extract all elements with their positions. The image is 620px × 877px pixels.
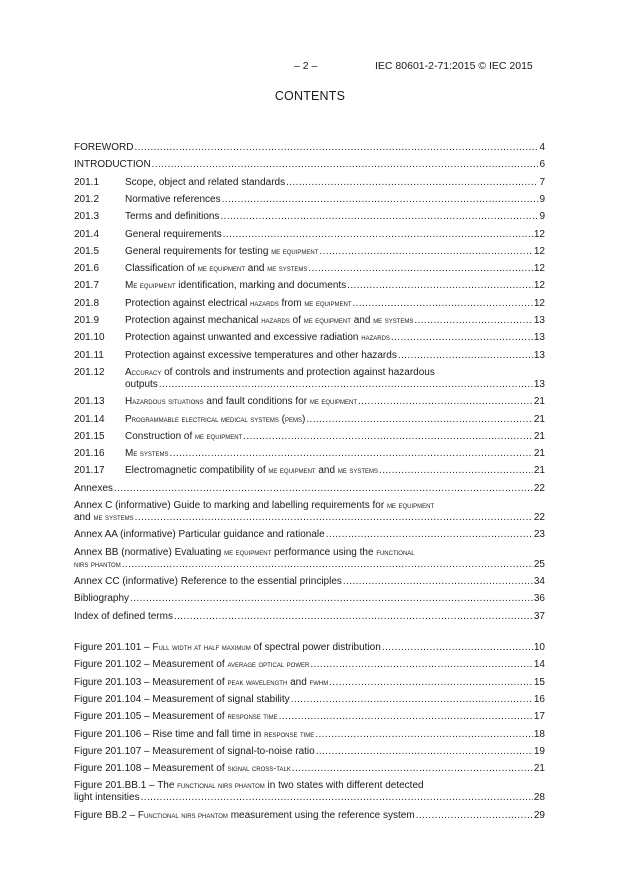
dot-leader xyxy=(329,676,533,689)
entry-title: Accuracy of controls and instruments and protection against hazardous xyxy=(125,366,435,378)
page-ref: 6 xyxy=(539,159,545,171)
toc-entry[interactable] xyxy=(74,528,545,541)
entry-title: Figure 201.105 – Measurement of response time xyxy=(74,711,278,723)
page-ref: 21 xyxy=(533,413,545,425)
toc-entry[interactable] xyxy=(74,395,545,408)
entry-title: Construction of me equipment xyxy=(125,430,243,442)
toc-entry[interactable] xyxy=(74,430,545,443)
page-ref: 13 xyxy=(533,349,545,361)
dot-leader xyxy=(170,447,533,460)
section-number: 201.9 xyxy=(74,315,100,326)
figure-entry[interactable] xyxy=(74,745,545,758)
figure-entry[interactable] xyxy=(74,641,545,654)
page-title: CONTENTS xyxy=(274,89,346,103)
page-ref: 12 xyxy=(533,245,545,257)
section-number: 201.2 xyxy=(74,193,100,205)
figure-entry[interactable] xyxy=(74,658,545,671)
page-ref: 13 xyxy=(533,332,545,344)
entry-title: Electromagnetic compatibility of me equipment and me systems xyxy=(125,465,379,477)
dot-leader xyxy=(135,511,533,524)
dot-leader xyxy=(326,528,533,541)
dot-leader xyxy=(358,395,533,408)
entry-title: outputs xyxy=(125,378,158,390)
toc-entry[interactable] xyxy=(74,558,545,571)
entry-title: Classification of me equipment and me systems xyxy=(125,263,308,275)
dot-leader xyxy=(416,809,533,822)
toc-entry[interactable] xyxy=(74,447,545,460)
entry-title: Annex BB (normative) Evaluating me equipment performance using the functional xyxy=(74,546,415,558)
dot-leader xyxy=(347,279,533,292)
dot-leader xyxy=(319,245,533,258)
entry-title: Protection against mechanical hazards of me equipment and me systems xyxy=(125,315,414,326)
page-ref: 12 xyxy=(533,228,545,240)
page-ref: 21 xyxy=(533,396,545,408)
section-number: 201.15 xyxy=(74,430,105,442)
toc-entry[interactable] xyxy=(74,378,545,391)
entry-title: Figure BB.2 – Functional nirs phantom measurement using the reference system xyxy=(74,809,415,821)
figure-entry[interactable] xyxy=(74,710,545,723)
toc-entry[interactable] xyxy=(74,464,545,477)
entry-title: FOREWORD xyxy=(74,142,134,153)
entry-title: Figure 201.106 – Rise time and fall time in response time xyxy=(74,728,315,740)
dot-leader xyxy=(134,141,538,154)
entry-title: Programmable electrical medical systems (pems) xyxy=(125,413,306,425)
page-ref: 25 xyxy=(533,558,545,570)
page-ref: 21 xyxy=(533,465,545,477)
page-ref: 10 xyxy=(533,642,545,653)
dot-leader xyxy=(286,176,538,189)
toc-entry[interactable] xyxy=(74,279,545,292)
toc-entry[interactable] xyxy=(74,210,545,223)
toc-entry[interactable] xyxy=(74,228,545,241)
dot-leader xyxy=(343,575,533,588)
entry-title: General requirements for testing me equipment xyxy=(125,245,319,257)
page-ref: 12 xyxy=(533,280,545,292)
toc-entry[interactable] xyxy=(74,511,545,524)
toc-entry[interactable] xyxy=(74,245,545,258)
page-ref: 16 xyxy=(533,693,545,705)
entry-title: Figure 201.BB.1 – The functional nirs phantom in two states with different detected xyxy=(74,780,424,792)
entry-title: General requirements xyxy=(125,228,222,240)
section-number: 201.5 xyxy=(74,245,100,257)
dot-leader xyxy=(379,464,533,477)
dot-leader xyxy=(221,210,539,223)
dot-leader xyxy=(315,728,533,741)
section-number: 201.12 xyxy=(74,366,105,378)
dot-leader xyxy=(382,641,533,654)
page-ref: 17 xyxy=(533,711,545,723)
dot-leader xyxy=(316,745,533,758)
section-number: 201.17 xyxy=(74,465,105,477)
dot-leader xyxy=(159,378,533,391)
entry-title: Index of defined terms xyxy=(74,610,173,622)
dot-leader xyxy=(306,413,533,426)
dot-leader xyxy=(243,430,533,443)
dot-leader xyxy=(223,228,533,241)
dot-leader xyxy=(141,791,533,804)
section-number: 201.4 xyxy=(74,228,100,240)
entry-title: and me systems xyxy=(74,512,134,523)
entry-title: nirs phantom xyxy=(74,558,121,569)
page-ref: 12 xyxy=(533,263,545,275)
section-number: 201.16 xyxy=(74,448,105,460)
entry-title: Figure 201.108 – Measurement of signal cross-talk xyxy=(74,763,291,775)
figure-entry[interactable] xyxy=(74,809,545,822)
page-ref: 13 xyxy=(533,378,545,390)
page-ref: 4 xyxy=(539,142,545,153)
entry-title: Figure 201.101 – Full width at half maximum of spectral power distribution xyxy=(74,642,381,653)
toc-entry[interactable] xyxy=(74,314,545,327)
page-ref: 12 xyxy=(533,297,545,309)
dot-leader xyxy=(114,482,533,495)
entry-title: Protection against excessive temperatures and other hazards xyxy=(125,349,397,361)
entry-title: Hazardous situations and fault conditions for me equipment xyxy=(125,396,357,408)
entry-title: Scope, object and related standards xyxy=(125,176,286,188)
toc-entry[interactable] xyxy=(74,575,545,588)
dot-leader xyxy=(130,592,533,605)
dot-leader xyxy=(352,297,532,310)
page-ref: 9 xyxy=(539,211,545,223)
entry-title: Figure 201.102 – Measurement of average optical power xyxy=(74,659,310,671)
entry-title: Figure 201.104 – Measurement of signal stability xyxy=(74,693,290,705)
section-number: 201.7 xyxy=(74,280,100,292)
toc-entry[interactable] xyxy=(74,482,545,495)
figure-entry[interactable] xyxy=(74,762,545,775)
entry-title: Figure 201.103 – Measurement of peak wavelength and fwhm xyxy=(74,676,329,688)
entry-title: Annex C (informative) Guide to marking and labelling requirements for me equipment xyxy=(74,500,435,511)
entry-title: Me systems xyxy=(125,448,169,460)
toc-entry[interactable] xyxy=(74,193,545,206)
toc-entry[interactable] xyxy=(74,413,545,426)
page-ref: 15 xyxy=(533,676,545,688)
section-number: 201.3 xyxy=(74,211,100,223)
dot-leader xyxy=(122,558,533,571)
dot-leader xyxy=(308,262,532,275)
dot-leader xyxy=(222,193,539,206)
standard-reference: IEC 80601-2-71:2015 © IEC 2015 xyxy=(375,60,533,72)
entry-title: light intensities xyxy=(74,792,140,804)
page-ref: 37 xyxy=(533,610,545,622)
page-ref: 22 xyxy=(533,482,545,494)
toc-entry[interactable] xyxy=(74,141,545,154)
section-number: 201.14 xyxy=(74,413,105,425)
dot-leader xyxy=(414,314,533,327)
page-ref: 28 xyxy=(533,792,545,804)
toc-entry[interactable] xyxy=(74,610,545,623)
page-ref: 23 xyxy=(533,529,545,541)
section-number: 201.8 xyxy=(74,297,100,309)
figure-entry[interactable] xyxy=(74,693,545,706)
page-number: – 2 – xyxy=(294,60,318,72)
dot-leader xyxy=(279,710,533,723)
entry-title: Annex CC (informative) Reference to the essential principles xyxy=(74,575,342,587)
figure-entry[interactable] xyxy=(74,728,545,741)
toc-entry[interactable] xyxy=(74,331,545,344)
section-number: 201.11 xyxy=(74,349,104,361)
page-ref: 21 xyxy=(533,430,545,442)
dot-leader xyxy=(152,158,539,171)
toc-entry[interactable] xyxy=(74,158,545,171)
entry-title: Figure 201.107 – Measurement of signal-to-noise ratio xyxy=(74,745,315,757)
page-ref: 36 xyxy=(533,593,545,605)
section-number: 201.6 xyxy=(74,263,100,275)
entry-title: Bibliography xyxy=(74,593,130,605)
section-number: 201.13 xyxy=(74,396,105,408)
entry-title: INTRODUCTION xyxy=(74,159,151,171)
entry-title: Terms and definitions xyxy=(125,211,220,223)
toc-entry[interactable] xyxy=(74,297,545,310)
entry-title: Annex AA (informative) Particular guidance and rationale xyxy=(74,529,325,541)
page-ref: 22 xyxy=(533,512,545,523)
page-ref: 34 xyxy=(533,575,545,587)
entry-title: Me equipment identification, marking and documents xyxy=(125,280,347,292)
section-number: 201.1 xyxy=(74,176,100,188)
figure-entry[interactable] xyxy=(74,676,545,689)
dot-leader xyxy=(174,610,533,623)
dot-leader xyxy=(398,349,533,362)
page-ref: 21 xyxy=(533,448,545,460)
section-number: 201.10 xyxy=(74,332,105,344)
dot-leader xyxy=(391,331,533,344)
page-ref: 7 xyxy=(539,176,545,188)
page-ref: 19 xyxy=(533,745,545,757)
toc-entry[interactable] xyxy=(74,176,545,189)
page-ref: 9 xyxy=(539,193,545,205)
entry-title: Protection against unwanted and excessive radiation hazards xyxy=(125,332,390,344)
entry-title: Normative references xyxy=(125,193,221,205)
entry-title: Protection against electrical hazards from me equipment xyxy=(125,297,352,309)
figure-entry[interactable] xyxy=(74,791,545,804)
toc-entry[interactable] xyxy=(74,262,545,275)
dot-leader xyxy=(310,658,533,671)
page-ref: 14 xyxy=(533,659,545,671)
toc-entry[interactable] xyxy=(74,592,545,605)
page-ref: 13 xyxy=(533,315,545,326)
page-ref: 29 xyxy=(533,809,545,821)
entry-title: Annexes xyxy=(74,482,113,494)
page-ref: 18 xyxy=(533,728,545,740)
page-ref: 21 xyxy=(533,763,545,775)
dot-leader xyxy=(291,693,533,706)
toc-entry[interactable] xyxy=(74,349,545,362)
dot-leader xyxy=(292,762,533,775)
